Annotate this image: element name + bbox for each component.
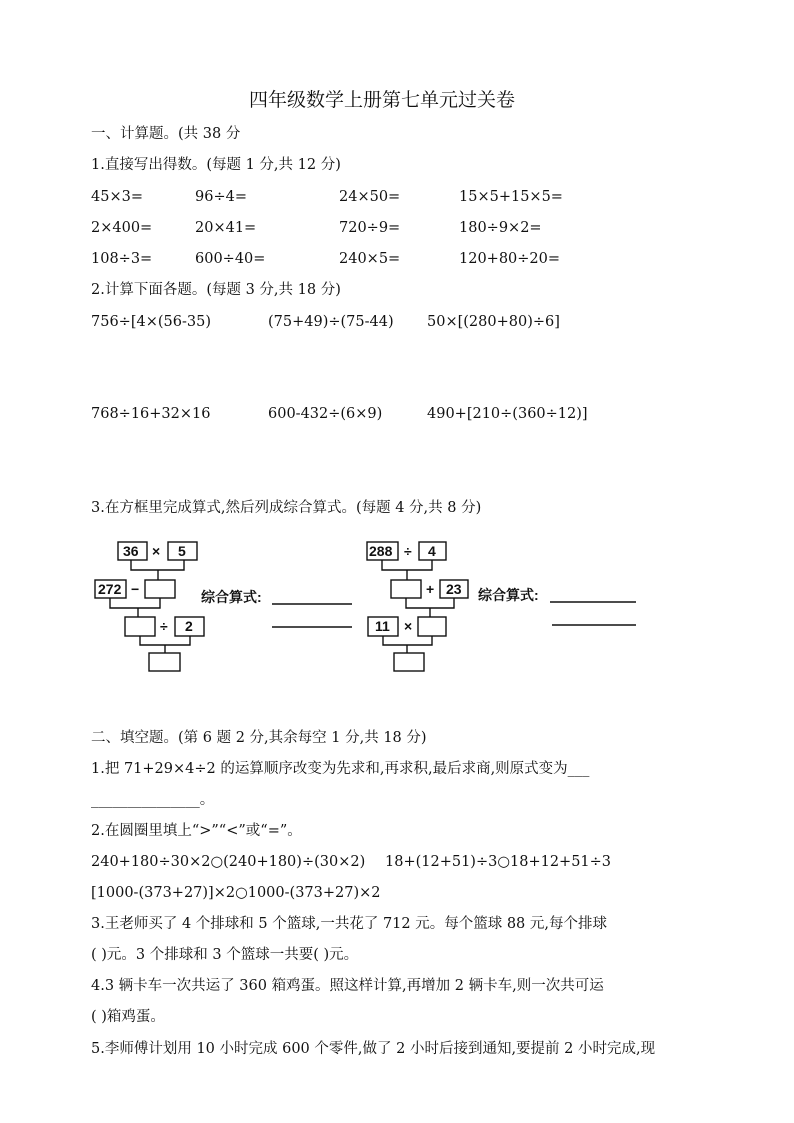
op-divide: ÷ bbox=[404, 543, 412, 559]
op-plus: + bbox=[426, 581, 435, 597]
section-2-heading: 二、填空题。(第 6 题 2 分,其余每空 1 分,共 18 分) bbox=[91, 730, 427, 746]
q1-item: 15×5+15×5= bbox=[459, 189, 563, 205]
q2-item: 490+[210÷(360÷12)] bbox=[427, 406, 588, 422]
num-11: 11 bbox=[375, 618, 390, 634]
op-times: × bbox=[404, 618, 413, 634]
box-blank-2[interactable] bbox=[125, 617, 155, 636]
q1-item: 2×400= bbox=[91, 220, 153, 236]
q2-title: 2.计算下面各题。(每题 3 分,共 18 分) bbox=[91, 282, 341, 298]
s2-q3-line2: ( )元。3 个排球和 3 个篮球一共要( )元。 bbox=[91, 947, 359, 963]
num-4: 4 bbox=[428, 543, 436, 559]
q1-item: 45×3= bbox=[91, 189, 143, 205]
q1-item: 180÷9×2= bbox=[459, 220, 542, 236]
num-288: 288 bbox=[369, 543, 393, 559]
num-2: 2 bbox=[185, 618, 193, 634]
q1-item: 600÷40= bbox=[195, 251, 266, 267]
s2-q1-line1: 1.把 71+29×4÷2 的运算顺序改变为先求和,再求积,最后求商,则原式变为___ bbox=[91, 761, 590, 777]
q2-item: (75+49)÷(75-44) bbox=[268, 314, 394, 330]
box-blank-1[interactable] bbox=[145, 580, 175, 598]
op-divide: ÷ bbox=[160, 618, 168, 634]
s2-q4-line1: 4.3 辆卡车一次共运了 360 箱鸡蛋。照这样计算,再增加 2 辆卡车,则一次共可运 bbox=[91, 978, 604, 994]
combined-formula-label: 综合算式: bbox=[201, 589, 262, 605]
num-5: 5 bbox=[178, 543, 186, 559]
q1-item: 20×41= bbox=[195, 220, 257, 236]
q2-item: 768÷16+32×16 bbox=[91, 406, 211, 422]
q2-item: 756÷[4×(56-35) bbox=[91, 314, 211, 330]
s2-q1-line2: _______________。 bbox=[91, 792, 215, 808]
s2-q2-compare-2: 18+(12+51)÷3○18+12+51÷3 bbox=[385, 854, 612, 870]
op-times: × bbox=[152, 543, 161, 559]
q2-item: 50×[(280+80)÷6] bbox=[427, 314, 560, 330]
q3-title: 3.在方框里完成算式,然后列成综合算式。(每题 4 分,共 8 分) bbox=[91, 500, 482, 516]
q1-item: 24×50= bbox=[339, 189, 401, 205]
s2-q2-title: 2.在圆圈里填上“>”“<”或“=”。 bbox=[91, 823, 302, 839]
op-minus: − bbox=[131, 581, 140, 597]
q1-item: 120+80÷20= bbox=[459, 251, 561, 267]
num-272: 272 bbox=[98, 581, 122, 597]
s2-q2-compare-1: 240+180÷30×2○(240+180)÷(30×2) bbox=[91, 854, 366, 870]
s2-q3-line1: 3.王老师买了 4 个排球和 5 个篮球,一共花了 712 元。每个篮球 88 元,每个排球 bbox=[91, 916, 608, 932]
q1-item: 720÷9= bbox=[339, 220, 401, 236]
box-blank-3[interactable] bbox=[149, 653, 180, 671]
section-1-heading: 一、计算题。(共 38 分 bbox=[91, 126, 241, 142]
s2-q5-line1: 5.李师傅计划用 10 小时完成 600 个零件,做了 2 小时后接到通知,要提前 2 小时完成,现 bbox=[91, 1041, 656, 1057]
q1-item: 96÷4= bbox=[195, 189, 247, 205]
s2-q2-compare-3: [1000-(373+27)]×2○1000-(373+27)×2 bbox=[91, 885, 381, 901]
page-title: 四年级数学上册第七单元过关卷 bbox=[249, 89, 516, 111]
s2-q4-line2: ( )箱鸡蛋。 bbox=[91, 1009, 165, 1025]
q1-item: 240×5= bbox=[339, 251, 401, 267]
box-blank-4[interactable] bbox=[391, 580, 421, 598]
q1-item: 108÷3= bbox=[91, 251, 153, 267]
num-23: 23 bbox=[446, 581, 462, 597]
box-blank-5[interactable] bbox=[418, 617, 446, 636]
q2-item: 600-432÷(6×9) bbox=[268, 406, 383, 422]
q1-title: 1.直接写出得数。(每题 1 分,共 12 分) bbox=[91, 157, 341, 173]
box-blank-6[interactable] bbox=[394, 653, 424, 671]
combined-formula-label: 综合算式: bbox=[478, 587, 539, 603]
num-36: 36 bbox=[123, 543, 139, 559]
